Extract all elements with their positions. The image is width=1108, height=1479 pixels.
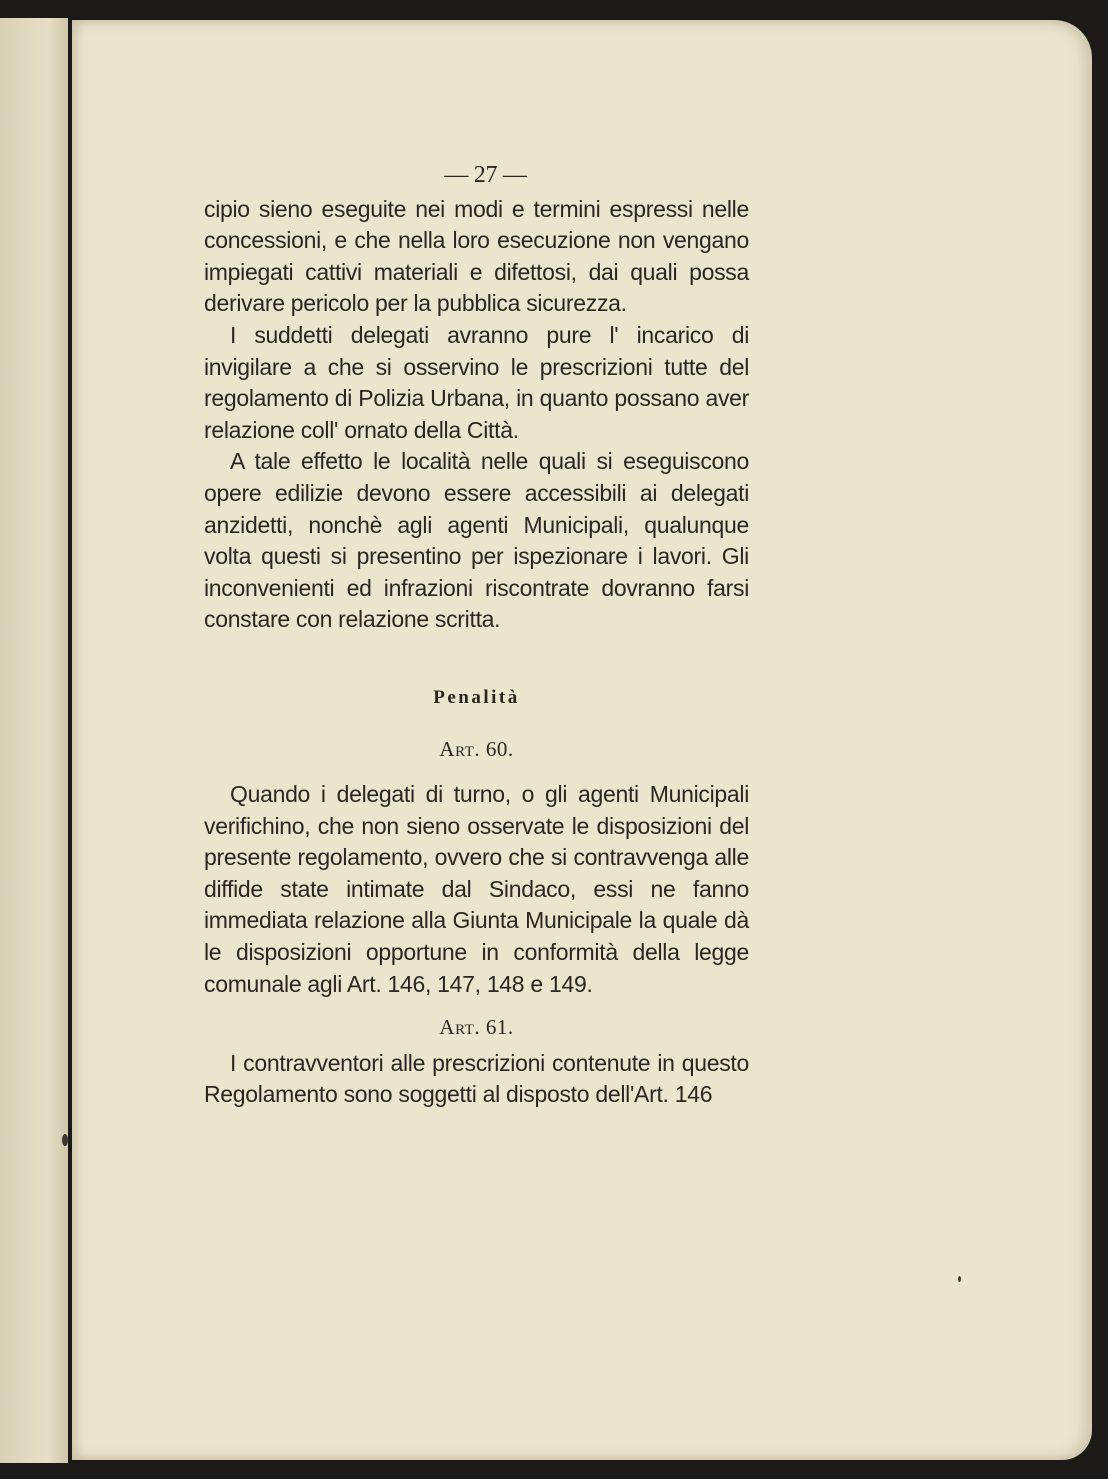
margin-speck xyxy=(62,1134,68,1146)
article-61-text: I contravventori alle prescrizioni contenute in questo Regolamento sono soggetti al disposto dell'Art. 146 xyxy=(204,1049,749,1108)
left-page-edge xyxy=(0,18,68,1463)
paragraph-1: cipio sieno eseguite nei modi e termini espressi nelle concessioni, e che nella loro esecuzione non vengano impiegati cattivi materiali e difettosi, dai quali possa derivare pericolo per la pubblica sicurezza. xyxy=(204,195,749,317)
section-heading: Penalità xyxy=(433,686,520,708)
page-text xyxy=(204,160,749,1111)
article-60-text: Quando i delegati di turno, o gli agenti Municipali verifichino, che non sieno osservate le disposizioni del presente regolamento, ovvero che si contravvenga alle diffide state intimate dal Sindaco, essi ne fanno immediata relazione alla Giunta Municipale la quale dà le disposizioni opportune in conformità della legge comunale agli Art. 146, 147, 148 e 149. xyxy=(204,781,749,997)
paragraph-3: A tale effetto le località nelle quali si eseguiscono opere edilizie devono essere accessibili ai delegati anzidetti, nonchè agli agenti Municipali, qualunque volta questi si presentino per ispezionare i lavori. Gli inconvenienti ed infrazioni riscontrate dovranno farsi constare con relazione scritta. xyxy=(204,448,749,633)
margin-speck xyxy=(958,1276,961,1282)
article-61-label: Art. 61. xyxy=(439,1015,514,1040)
article-60-label: Art. 60. xyxy=(439,736,514,761)
paragraph-2: I suddetti delegati avranno pure l' incarico di invigilare a che si osservino le prescrizioni tutte del regolamento di Polizia Urbana, in quanto possano aver relazione coll' ornato della Città. xyxy=(204,321,749,443)
page-number: — 27 — xyxy=(444,162,527,188)
